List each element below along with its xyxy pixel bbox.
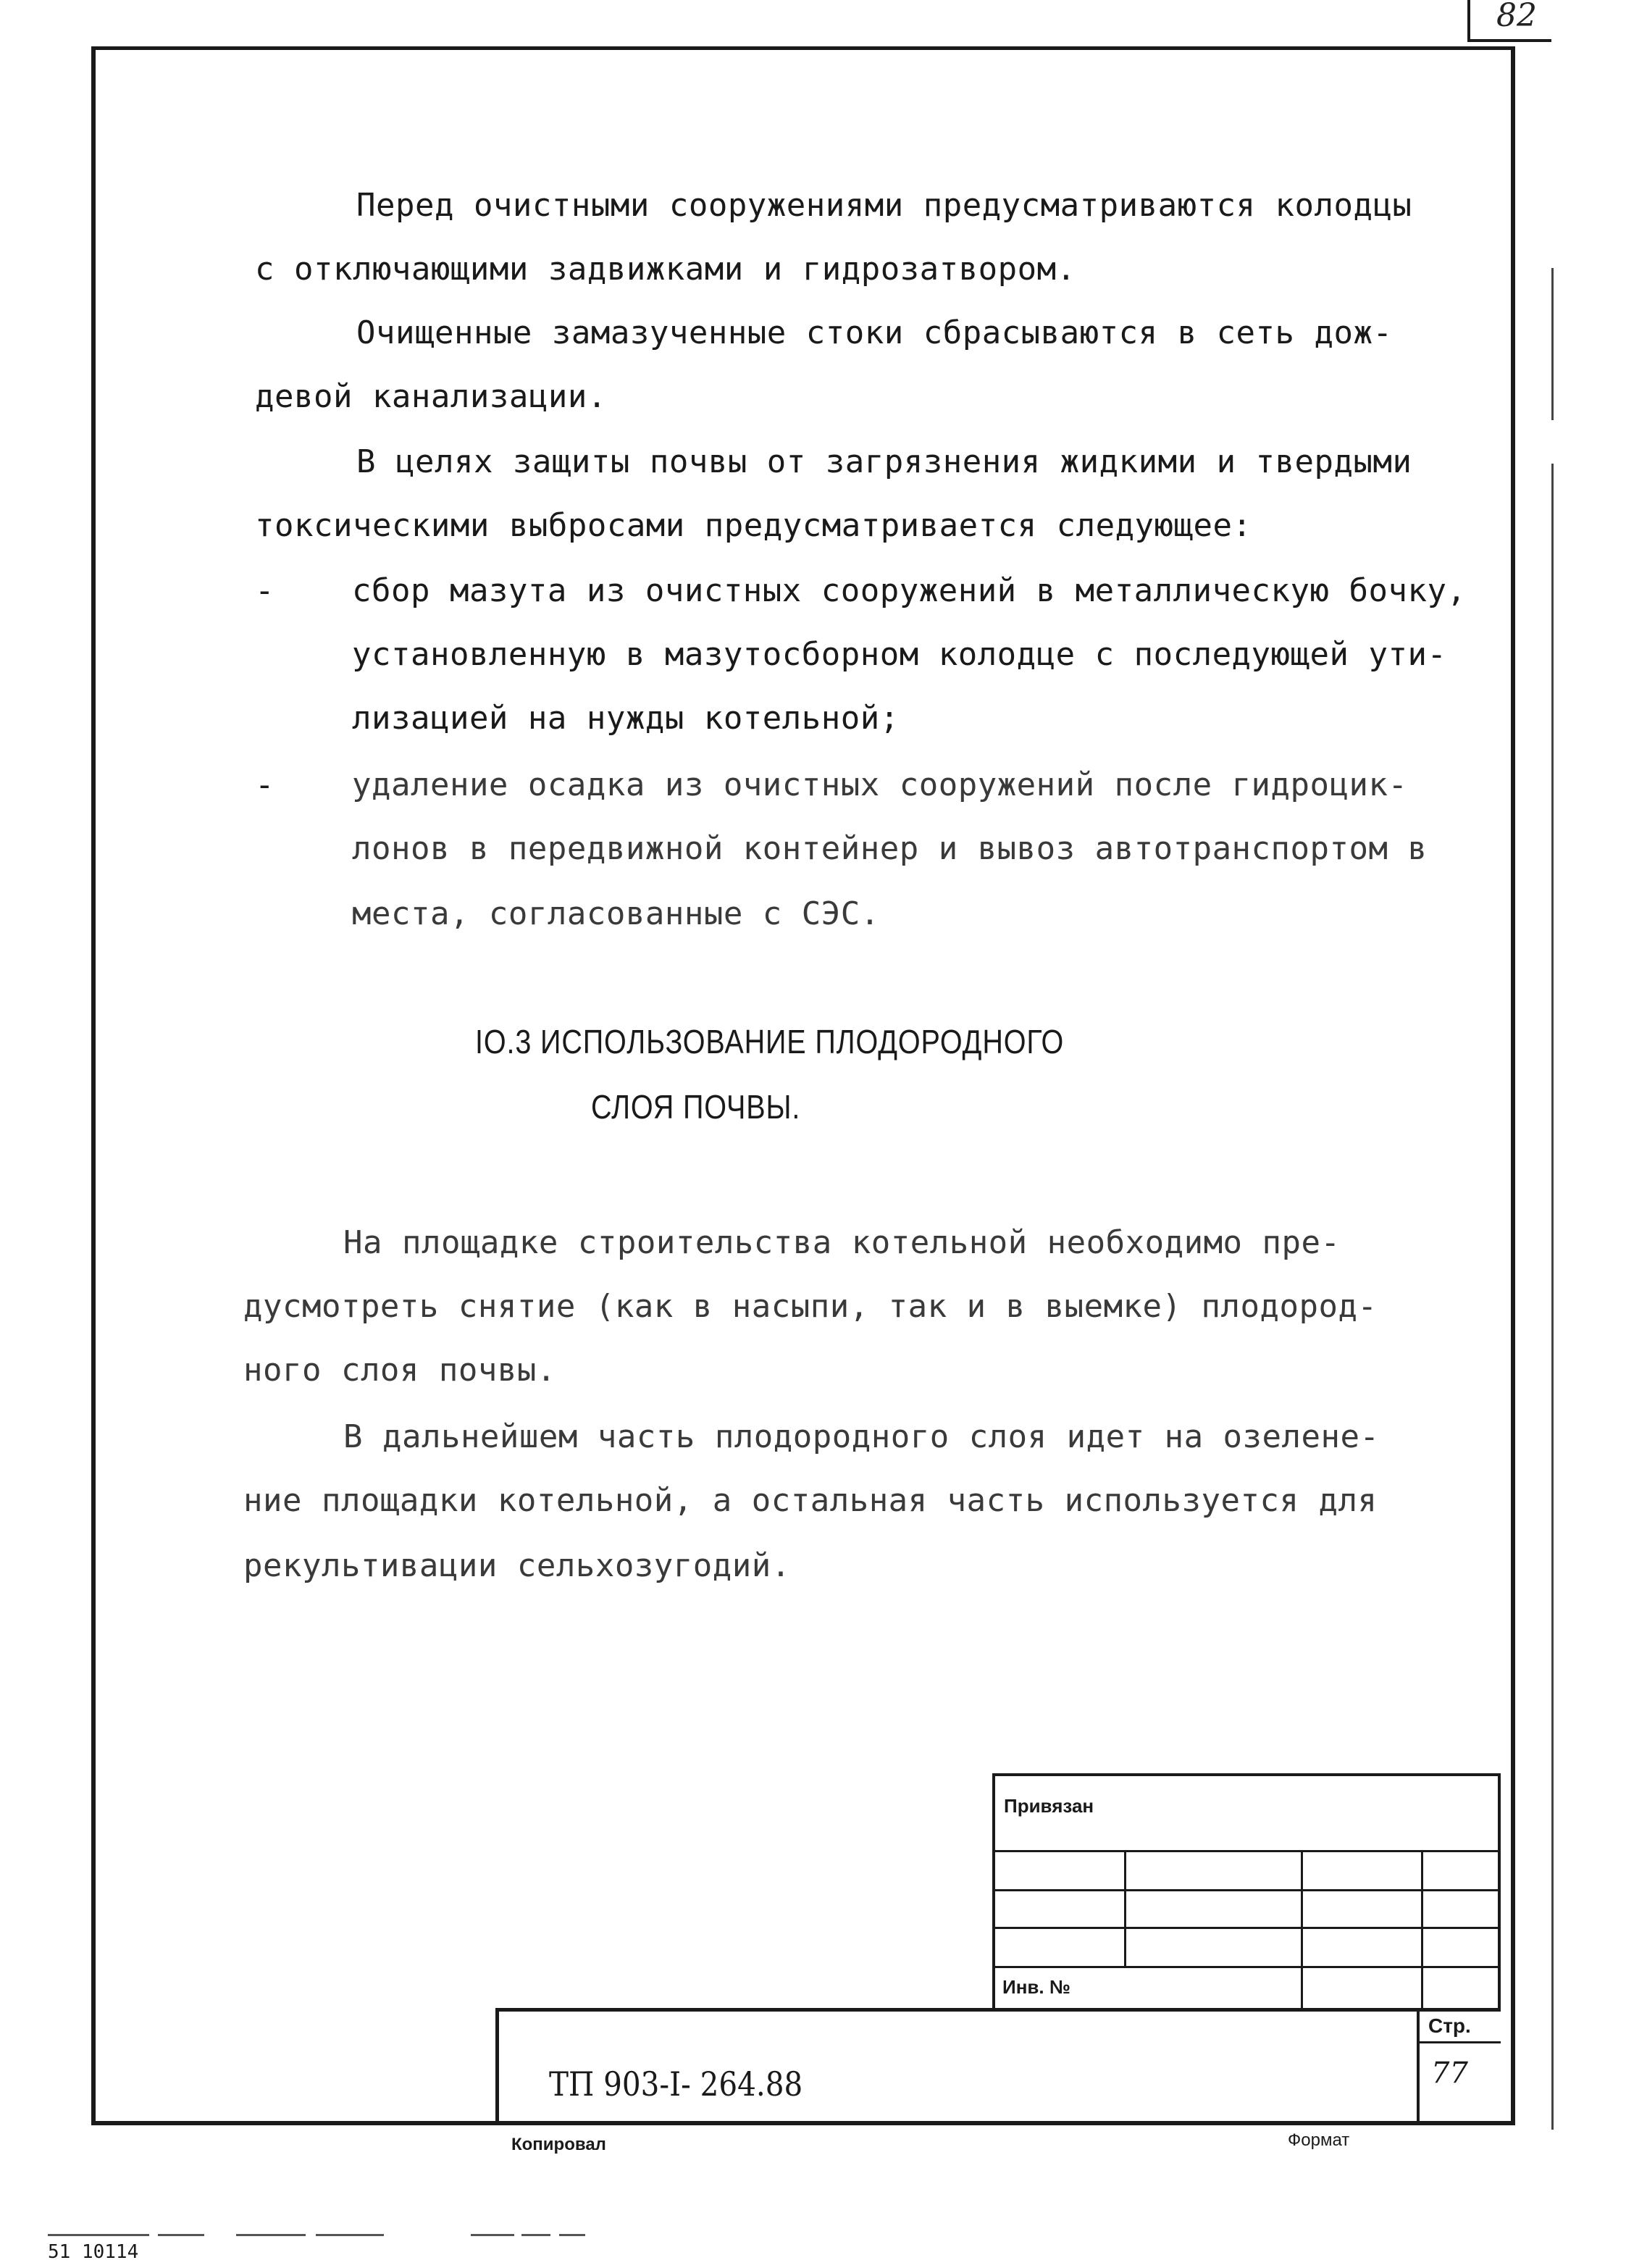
stamp-grid-line [992,1850,1501,1852]
footer-rule [316,2234,384,2236]
footer-code: 51 10114 [48,2241,139,2263]
bullet-dash: - [255,766,275,803]
copied-label: Копировал [511,2135,606,2154]
stamp-privyazan-label: Привязан [1004,1795,1094,1817]
list-item: установленную в мазутосборном колодце с последующей ути- [352,636,1447,673]
stamp-grid-line [1417,2041,1501,2043]
footer-rule [521,2234,550,2236]
list-item: сбор мазута из очистных сооружений в металлическую бочку, [352,572,1467,609]
margin-line [1551,464,1554,2130]
footer-rule [471,2234,514,2236]
stamp-document-code: ТП 903-I- 264.88 [549,2064,803,2104]
footer-rule [559,2234,585,2236]
body-line: Перед очистными сооружениями предусматриваются колодцы [356,187,1412,224]
stamp-grid-line [992,1966,1501,1968]
body-line: девой канализации. [255,378,607,415]
stamp-grid-line [1301,1850,1303,2009]
stamp-grid-line [1124,1850,1126,1966]
body-line: ние площадки котельной, а остальная часть используется для [243,1482,1378,1519]
list-item: удаление осадка из очистных сооружений после гидроцик- [352,766,1408,803]
section-heading: IO.3 ИСПОЛЬЗОВАНИЕ ПЛОДОРОДНОГО [475,1023,1065,1060]
stamp-inv-no-label: Инв. № [1002,1976,1070,1998]
stamp-grid-line [1421,1850,1423,2009]
margin-line [1551,268,1554,420]
list-item: места, согласованные с СЭС. [352,895,880,932]
body-line: В дальнейшем часть плодородного слоя идет на озелене- [343,1418,1380,1455]
stamp-str-label: Стр. [1428,2014,1471,2037]
top-page-number: 82 [1467,0,1551,42]
footer-rule [48,2234,149,2236]
body-line: с отключающими задвижками и гидрозатвором. [255,251,1076,288]
body-line: дусмотреть снятие (как в насыпи, так и в выемке) плодород- [243,1288,1378,1325]
format-label: Формат [1288,2130,1350,2150]
section-heading-cont: СЛОЯ ПОЧВЫ. [591,1088,801,1126]
body-line: рекультивации сельхозугодий. [243,1547,791,1584]
body-line: токсическими выбросами предусматривается следующее: [255,507,1252,544]
list-item: лизацией на нужды котельной; [352,700,900,737]
list-item: лонов в передвижной контейнер и вывоз автотранспортом в [352,830,1428,867]
stamp-page-number: 77 [1431,2056,1468,2090]
body-line: В целях защиты почвы от загрязнения жидкими и твердыми [356,443,1412,480]
stamp-grid-line [992,1927,1501,1929]
stamp-grid-line [1417,2008,1420,2124]
footer-rule [158,2234,204,2236]
stamp-grid-line [992,1889,1501,1891]
body-line: На площадке строительства котельной необходимо пре- [343,1224,1341,1261]
footer-rule [236,2234,306,2236]
body-line: Очищенные замазученные стоки сбрасываются в сеть дож- [356,314,1393,351]
bullet-dash: - [255,572,275,609]
body-line: ного слоя почвы. [243,1352,556,1389]
